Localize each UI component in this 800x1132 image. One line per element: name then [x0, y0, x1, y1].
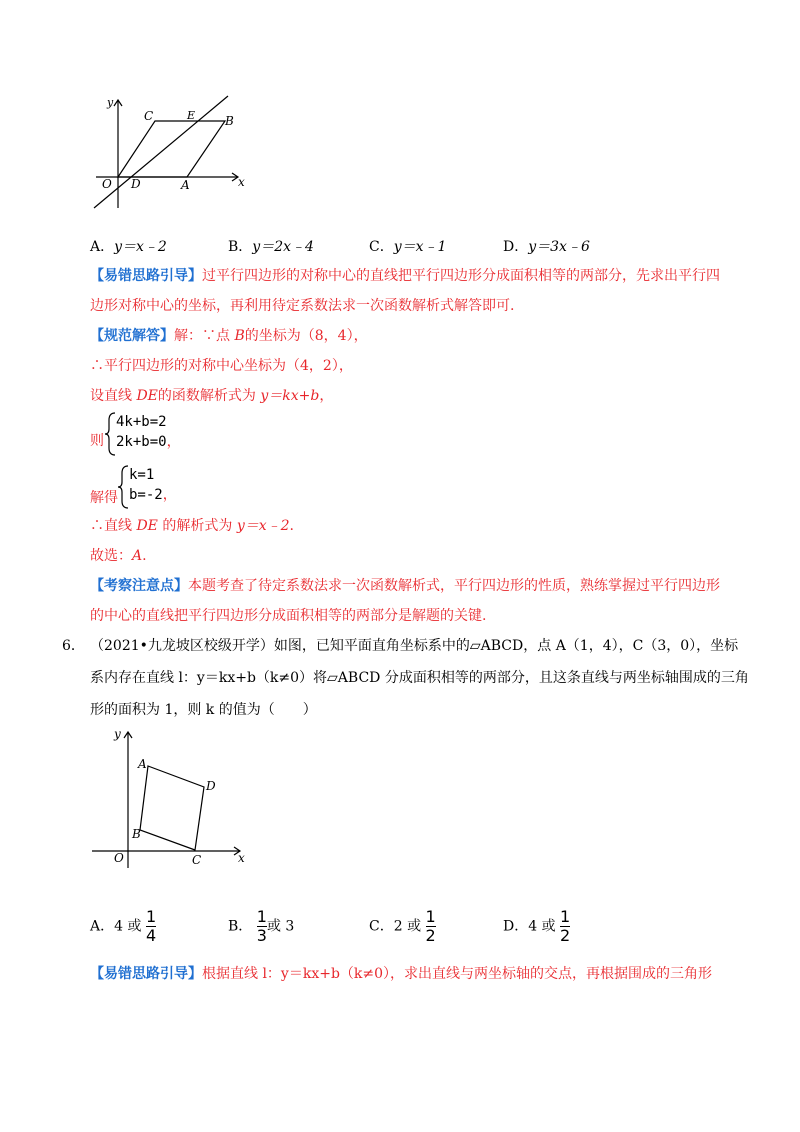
- label-y: y: [114, 727, 121, 741]
- q5-option-d: D．y＝3x﹣6: [503, 239, 590, 255]
- q5-guide-line1: 【易错思路引导】过平行四边形的对称中心的直线把平行四边形分成面积相等的两部分，先求出平行四: [90, 268, 720, 284]
- system2-equations: k=1 b=-2，: [129, 467, 177, 503]
- label-d: D: [206, 779, 216, 793]
- label-b: B: [132, 827, 141, 841]
- figure-parallelogram-1: [88, 88, 258, 218]
- q6-option-b: B． $\frac{1}{3}$ 或 3: [228, 907, 295, 945]
- q6-guide-line1: 【易错思路引导】根据直线 l：y＝kx+b（k≠0），求出直线与两坐标轴的交点，再根据围成的三角形: [90, 966, 713, 982]
- label-o: O: [102, 177, 112, 191]
- answer-tag: 【规范解答】: [90, 328, 174, 344]
- system2-eq1: k=1: [129, 467, 155, 483]
- q6-line1: （2021•九龙坡区校级开学）如图，已知平面直角坐标系中的▱ABCD，点 A（1，4），C（3，0），坐标: [90, 638, 739, 654]
- system1-eq1: 4k+b=2: [116, 414, 167, 430]
- guide-tag: 【易错思路引导】: [90, 268, 202, 284]
- q5-choice: 故选：A.: [90, 548, 147, 564]
- guide-tag: 【易错思路引导】: [90, 966, 202, 982]
- figure-parallelogram-2: [88, 724, 258, 870]
- parallelogram-abcd: [140, 766, 204, 850]
- label-o: O: [114, 851, 124, 865]
- q5-answer-line2: ∴平行四边形的对称中心坐标为（4，2），: [90, 358, 353, 374]
- system1-prefix: 则: [90, 433, 104, 449]
- fraction: $\frac{1}{2}$: [425, 907, 436, 945]
- q5-answer-line3: 设直线 DE的函数解析式为 y＝kx+b，: [90, 388, 334, 404]
- q6-number: 6．: [62, 638, 85, 654]
- system2-prefix: 解得: [90, 490, 118, 506]
- label-c: C: [144, 109, 154, 123]
- q5-note-line2: 的中心的直线把平行四边形分成面积相等的两部分是解题的关键.: [90, 608, 487, 624]
- fraction: $\frac{1}{2}$: [560, 907, 571, 945]
- q6-line3: 形的面积为 1，则 k 的值为（ ）: [90, 702, 317, 718]
- q5-option-b: B．y＝2x﹣4: [228, 239, 314, 255]
- label-e: E: [187, 109, 196, 122]
- label-y: y: [107, 96, 114, 109]
- q5-guide-line2: 边形对称中心的坐标，再利用待定系数法求一次函数解析式解答即可.: [90, 298, 515, 314]
- q6-line2: 系内存在直线 l：y＝kx+b（k≠0）将▱ABCD 分成面积相等的两部分，且这条直线与两坐标轴围成的三角: [90, 670, 749, 686]
- label-c: C: [192, 853, 202, 867]
- q5-option-c: C．y＝x﹣1: [369, 239, 447, 255]
- label-d: D: [131, 177, 141, 191]
- system2-eq2: b=-2: [129, 487, 163, 503]
- q6-option-d: D．4 或 $\frac{1}{2}$: [503, 907, 571, 945]
- q5-answer-line4: ∴直线 DE 的解析式为 y＝x﹣2.: [90, 518, 294, 534]
- system1-eq2: 2k+b=0: [116, 434, 167, 450]
- label-x: x: [238, 851, 245, 865]
- label-a: A: [181, 178, 190, 192]
- label-a: A: [138, 757, 147, 771]
- fraction: $\frac{1}{3}$: [256, 907, 267, 945]
- q6-option-a: A．4 或 $\frac{1}{4}$: [90, 907, 157, 945]
- system1-equations: 4k+b=2 2k+b=0，: [116, 414, 181, 450]
- label-b: B: [225, 114, 234, 128]
- fraction: $\frac{1}{4}$: [145, 907, 157, 945]
- q6-option-c: C．2 或 $\frac{1}{2}$: [369, 907, 436, 945]
- line-de: [94, 96, 228, 208]
- label-x: x: [238, 175, 245, 189]
- q5-answer-line1: 【规范解答】解：∵点 B的坐标为（8，4），: [90, 328, 368, 344]
- q5-note-line1: 【考察注意点】本题考查了待定系数法求一次函数解析式，平行四边形的性质，熟练掌握过平行四边形: [90, 578, 720, 594]
- note-tag: 【考察注意点】: [90, 578, 188, 594]
- parallelogram-ocba: [118, 121, 225, 177]
- q5-option-a: A．y＝x﹣2: [90, 239, 167, 255]
